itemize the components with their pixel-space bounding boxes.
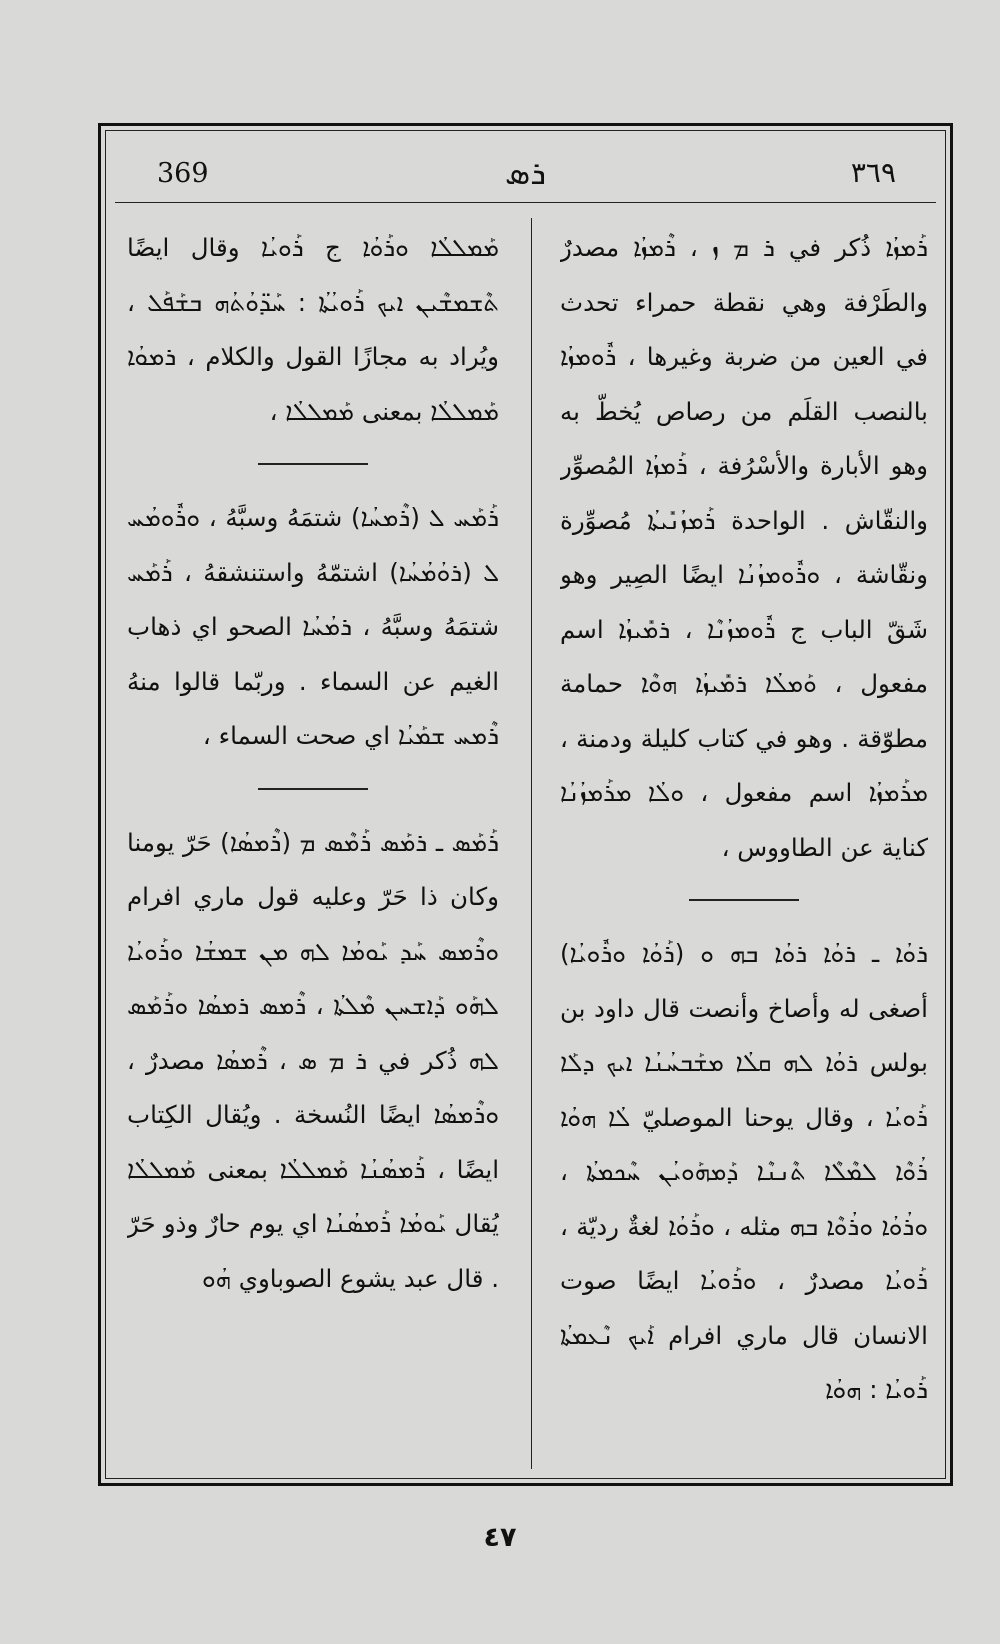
entry-separator: [258, 788, 368, 790]
entry-paragraph: ܪܰܡܰܚ ܠ (ܪܶܡܚܳܐ) شتمَهُ وسبَّهُ ، ܘܪܽܘܡܳܚ ܠ (ܪܘܳܡܳܚܳܐ) اشتمّهُ واستنشقهُ ، ܪܰܡܰܚ شتمَهُ وسبَّهُ ، ܪܡܳܚܳܐ الصحو اي ذهاب الغيم عن السماء . وربّما قالوا منهُ ܪܶܡܚ ܫܡܰܝܳܐ اي صحت السماء ،: [127, 503, 499, 750]
page-number-latin: 369: [157, 158, 209, 189]
left-column: [127, 221, 499, 1469]
page-number-arabic: ٣٦٩: [850, 156, 896, 189]
column-divider: [531, 218, 532, 1469]
entry-paragraph: ܪܰܡܙܳܐ ذُكر في ܪ ܡ ܙ ، ܪܶܡܙܳܐ مصدرٌ والطَرْفة وهي نقطة حمراء تحدث في العين من ضربة وغيرها ، ܪܽܘܡܙܳܐ بالنصب القلَم من رصاص يُخطّ به وهو الأبارة والأسْرُفة ، ܪܰܡܙܳܐ المُصوِّر والنقّاش . الواحدة ܪܰܡܙܳܢܺܝܬܳܐ مُصوِّرة ونقّاشة ، ܘܪܽܘܡܙܳܢܳܐ ايضًا الصِير وهو شَقّ الباب ج ܪܽܘܡܙܳܢܶܐ ، ܪܡܺܝܙܳܐ اسم مفعول ، ܘܰܡܠܳܐ ܪܡܺܝܙܳܐ ܗܘܶܐ حمامة مطوّقة . وهو في كتاب كليلة ودمنة ، ܡܪܰܡܙܳܐ اسم مفعول ، ܘܠܳܐ ܡܪܰܡܙܳܢܳܐ كناية عن الطاووس ،: [560, 233, 928, 862]
entry-paragraph: ܪܰܡܰܣ ـ ܪܡܰܣ ܪܰܡܶܣ ܡ (ܪܶܡܣܳܐ) حَرّ يومنا وكان ذا حَرّ وعليه قول ماري افرام ܘܪܶܡܣ ܚܰܕ ܝܰܘܡܳܐ ܠܗ ܡܢ ܫܡܫܳܐ ܘܪܰܘܝܳܐ ܠܗܰܘ ܕܰܐܫܚܢ ܡܶܠܬܳܐ ، ܪܶܡܣ ܪܡܣܳܐ ܘܪܰܡܰܣ ܠܗ ذُكر في ܪ ܡ ܣ ، ܪܶܡܣܳܐ مصدرٌ ، ܘܪܶܡܣܳܐ ايضًا النُسخة . ويُقال الكِتاب ايضًا ، ܪܰܡܣܳܢܳܐ ܡܰܡܠܠܳܐ بمعنى ܡܰܡܠܠܳܐ يُقال ܝܰܘܡܳܐ ܪܰܡܣܳܢܳܐ اي يوم حارٌ وذو حَرّ . قال عبد يشوع الصوباوي ܗܳܘ: [127, 827, 499, 1293]
page-frame: [98, 123, 953, 1486]
entry-separator: [689, 899, 799, 901]
entry-paragraph: ܡܰܡܠܠܳܐ ܘܪܰܘܳܐ ج ܪܰܘܝܳܐ وقال ايضًا ܬܶܫܡܫܶܝܢ ܐܝܟ ܪܰܘܝܳܬܳܐ : ܚܰܕ̈ܘܳܬܳܗ ܒܫܰܦܰܠ ، ويُراد به مجازًا القول والكلام ، ܪܡܘܳܐ ܡܰܡܠܠܳܐ بمعنى ܡܰܡܠܠܳܐ ،: [127, 233, 499, 426]
right-column: [560, 221, 928, 1469]
entry-separator: [258, 463, 368, 465]
entry-paragraph: ܪܘܳܐ ـ ܪܘܳܐ ܪܘܳܐ ܒܗ ܘ (ܪܰܘܳܐ ܘܪܽܘܝܳܐ) أصغى له وأصاخ وأنصت قال داود بن بولس ܪܘܳܐ ܠܗ ܩܠܳܐ ܡܫܰܒܚܳܢܳܐ ܐܝܟ ܕܠܰܐ ܪܰܘܝܳܐ ، وقال يوحنا الموصليّ ܠܳܐ ܗܘܳܐ ܪܳܘܶܐ ܠܡܶܠܶܐ ܬܶܢܢܶܐ ܕܰܡܗܰܘܝܳܢ ܚܶܟܡܬܳܐ ، ܘܪܳܘܳܐ ܘܪܳܘܶܐ ܒܗ مثله ، ܘܪܰܘܳܐ لغةٌ رديّة ، ܪܰܘܝܳܐ مصدرٌ ، ܘܪܰܘܝܳܐ ايضًا صوت الانسان قال ماري افرام ܐܰܝܟ ܢܶܥܡܬܳܐ ܪܰܘܝܳܐ : ܗܘܳܐ: [560, 939, 928, 1404]
running-head: ܪܣ: [505, 154, 546, 192]
page-header: [115, 144, 936, 203]
folio-number: ٤٧: [483, 1522, 517, 1553]
